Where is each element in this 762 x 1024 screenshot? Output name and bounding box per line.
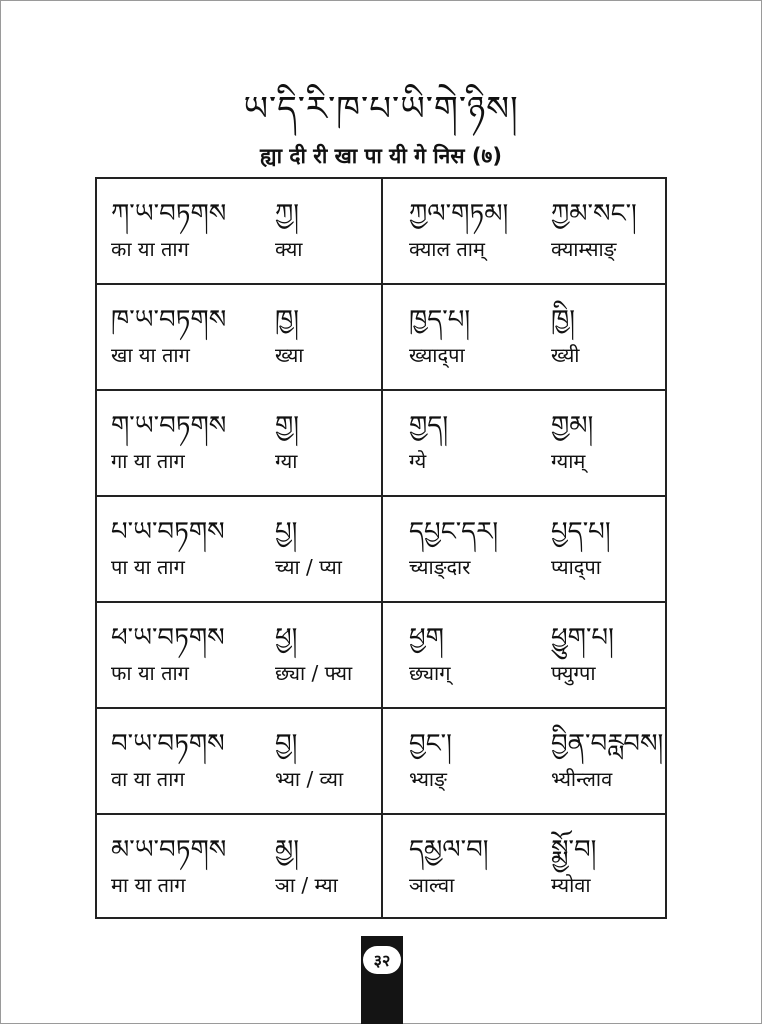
example-tibetan: ཀྱ། <box>275 199 300 229</box>
table-row <box>97 497 665 603</box>
word-tibetan: གྱམ། <box>551 411 594 441</box>
cell-word-2 <box>551 727 663 793</box>
word-tibetan: བྱང་། <box>409 729 452 759</box>
example-tibetan: ཕྱ། <box>275 623 298 653</box>
label-devanagari: वा या ताग <box>111 767 185 791</box>
example-tibetan: བྱ། <box>275 729 298 759</box>
table-row <box>97 391 665 497</box>
table-cell-right <box>383 285 667 389</box>
alphabet-table <box>95 177 667 919</box>
word-tibetan: བྱིན་བརླབས། <box>551 729 664 759</box>
label-devanagari: खा या ताग <box>111 343 190 367</box>
table-cell-right <box>383 603 667 707</box>
label-devanagari: फा या ताग <box>111 661 189 685</box>
table-row <box>97 179 665 285</box>
cell-word-1 <box>409 515 498 581</box>
example-tibetan: གྱ། <box>275 411 300 441</box>
cell-label <box>111 515 225 581</box>
table-cell-left <box>97 815 381 921</box>
word-devanagari: ञाल्वा <box>409 873 455 897</box>
word-devanagari: भ्याङ् <box>409 767 447 791</box>
table-cell-right <box>383 179 667 283</box>
label-devanagari: मा या ताग <box>111 873 186 897</box>
word-devanagari: ख्यी <box>551 343 580 367</box>
label-tibetan: ག་ཡ་བཏགས <box>111 411 227 441</box>
cell-word-1 <box>409 833 489 899</box>
table-cell-left <box>97 497 381 601</box>
word-devanagari: क्याल ताम् <box>409 237 485 261</box>
table-row <box>97 815 665 921</box>
page-title-tibetan: ཡ་དི་རི་ཁ་པ་ཡི་གེ་ཉིས། <box>243 89 519 129</box>
word-tibetan: གྱད། <box>409 411 449 441</box>
word-tibetan: ཀྱལ་གཏམ། <box>409 199 509 229</box>
word-tibetan: ཁྱི། <box>551 305 575 335</box>
label-devanagari: पा या ताग <box>111 555 185 579</box>
page-title-devanagari: ह्या दी री खा पा यी गे निस (७) <box>260 144 502 168</box>
label-devanagari: गा या ताग <box>111 449 185 473</box>
word-devanagari: प्याद्पा <box>551 555 601 579</box>
example-devanagari: ग्या <box>275 449 298 473</box>
cell-word-2 <box>551 833 596 899</box>
cell-label <box>111 197 226 263</box>
example-tibetan: ཁྱ། <box>275 305 299 335</box>
label-tibetan: མ་ཡ་བཏགས <box>111 835 227 865</box>
table-row <box>97 603 665 709</box>
table-cell-left <box>97 603 381 707</box>
word-devanagari: म्योवा <box>551 873 591 897</box>
word-tibetan: དཔྱང་དར། <box>409 517 499 547</box>
example-devanagari: ञा / म्या <box>275 873 338 897</box>
cell-word-2 <box>551 515 611 581</box>
table-cell-right <box>383 709 667 813</box>
cell-example <box>275 303 303 369</box>
word-tibetan: ཕྱག <box>409 623 444 653</box>
word-devanagari: ख्याद्पा <box>409 343 465 367</box>
word-devanagari: ग्ये <box>409 449 427 473</box>
word-devanagari: भ्यीन्लाव <box>551 767 613 791</box>
cell-word-1 <box>409 409 448 475</box>
word-tibetan: དམྱལ་བ། <box>409 835 489 865</box>
table-cell-left <box>97 709 381 813</box>
table-cell-left <box>97 391 381 495</box>
word-devanagari: ग्याम् <box>551 449 586 473</box>
example-devanagari: छ्या / फ्या <box>275 661 353 685</box>
cell-example <box>275 409 299 475</box>
label-tibetan: ཀ་ཡ་བཏགས <box>111 199 227 229</box>
label-tibetan: བ་ཡ་བཏགས <box>111 729 225 759</box>
table-row <box>97 285 665 391</box>
cell-example <box>275 833 338 899</box>
word-tibetan: སྨྱོ་བ། <box>551 835 597 865</box>
cell-label <box>111 409 226 475</box>
word-devanagari: क्याम्साङ् <box>551 237 617 261</box>
cell-word-2 <box>551 621 614 687</box>
example-devanagari: क्या <box>275 237 303 261</box>
example-devanagari: ख्या <box>275 343 304 367</box>
word-devanagari: फ्युग्पा <box>551 661 596 685</box>
word-tibetan: ཁྱད་པ། <box>409 305 471 335</box>
word-tibetan: ཕྱུག་པ། <box>551 623 614 653</box>
cell-label <box>111 621 225 687</box>
table-cell-left <box>97 285 381 389</box>
example-tibetan: མྱ། <box>275 835 300 865</box>
page-number: ३२ <box>363 946 401 974</box>
cell-example <box>275 727 343 793</box>
cell-word-1 <box>409 727 452 793</box>
table-cell-left <box>97 179 381 283</box>
cell-word-2 <box>551 303 579 369</box>
cell-word-2 <box>551 409 593 475</box>
table-row <box>97 709 665 815</box>
label-tibetan: པ་ཡ་བཏགས <box>111 517 225 547</box>
cell-example <box>275 621 352 687</box>
cell-label <box>111 727 225 793</box>
word-tibetan: པྱད་པ། <box>551 517 611 547</box>
cell-word-2 <box>551 197 637 263</box>
example-devanagari: च्या / प्या <box>275 555 342 579</box>
cell-label <box>111 303 226 369</box>
cell-word-1 <box>409 303 470 369</box>
cell-word-1 <box>409 197 508 263</box>
table-cell-right <box>383 815 667 921</box>
cell-example <box>275 515 342 581</box>
cell-word-1 <box>409 621 450 687</box>
word-devanagari: च्याङ्दार <box>409 555 471 579</box>
example-tibetan: པྱ། <box>275 517 298 547</box>
word-devanagari: छ्याग् <box>409 661 451 685</box>
word-tibetan: ཀྱམ་སང་། <box>551 199 637 229</box>
label-tibetan: ཁ་ཡ་བཏགས <box>111 305 227 335</box>
example-devanagari: भ्या / व्या <box>275 767 344 791</box>
label-tibetan: ཕ་ཡ་བཏགས <box>111 623 225 653</box>
cell-example <box>275 197 302 263</box>
label-devanagari: का या ताग <box>111 237 189 261</box>
cell-label <box>111 833 226 899</box>
table-cell-right <box>383 497 667 601</box>
table-cell-right <box>383 391 667 495</box>
